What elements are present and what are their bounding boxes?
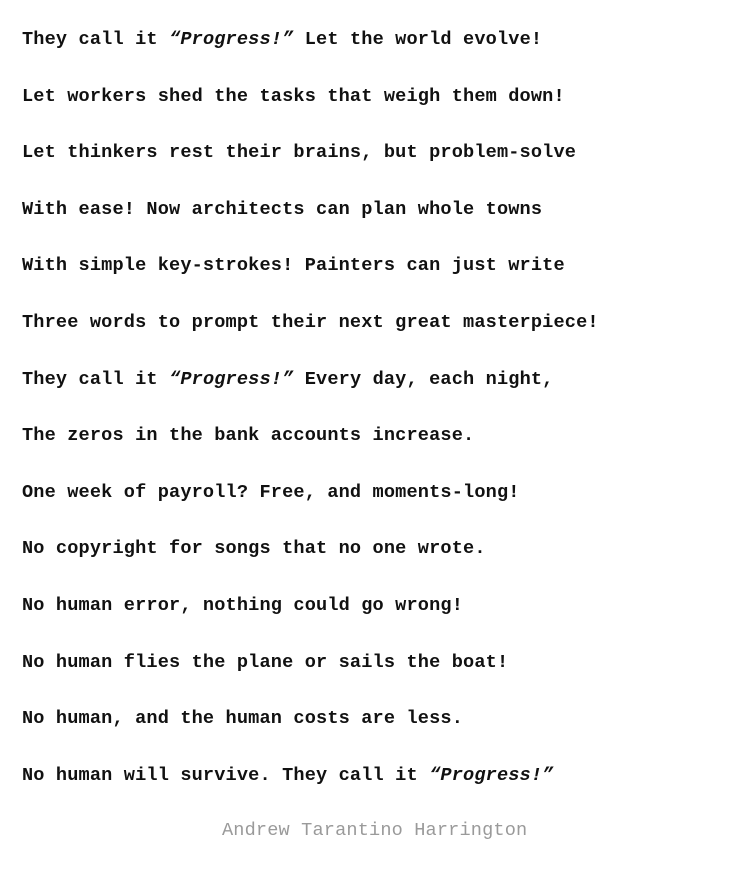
poem-line-text: They call it [22,29,170,50]
poem-line-4 [22,194,742,251]
poem-line-text: Let the world evolve! [293,29,543,50]
poem-line-12 [22,647,742,704]
poem-line-text: No human will survive. They call it [22,764,430,786]
poem-emphasis: “Progress!” [169,29,294,50]
poem-line-text: With ease! Now architects can plan whole towns [22,198,543,220]
poem-line-14 [22,760,742,817]
poem-line-3 [22,137,742,194]
poem-line-text: No human error, nothing could go wrong! [22,594,464,616]
poem-line-text: No human flies the plane or sails the boat! [22,651,509,673]
poem-line-2 [22,81,742,138]
poem-line-6 [22,307,742,364]
poem-line-10 [22,533,742,590]
poem-line-1 [22,24,742,81]
poem-line-text: One week of payroll? Free, and moments-long! [22,481,520,503]
poem-line-5 [22,250,742,307]
poem-line-text: Let workers shed the tasks that weigh them down! [22,85,565,107]
poem-line-text: With simple key-strokes! Painters can just write [22,255,565,277]
poem-line-text: Every day, each night, [293,368,554,390]
poem-line-text: Three words to prompt their next great masterpiece! [22,311,599,333]
poem-line-text: No copyright for songs that no one wrote. [22,538,486,560]
poem-line-7 [22,364,742,421]
poem-emphasis: “Progress!” [429,764,554,786]
poem-line-9 [22,477,742,534]
poem-line-text: The zeros in the bank accounts increase. [22,425,475,447]
poem-line-8 [22,420,742,477]
author-name: Andrew Tarantino Harrington [222,820,528,841]
poem-line-text: Let thinkers rest their brains, but problem-solve [22,142,577,164]
poem-line-13 [22,703,742,760]
poem-line-11 [22,590,742,647]
poem-line-text: No human, and the human costs are less. [22,708,464,730]
poem-emphasis: “Progress!” [169,368,294,390]
poem-line-text: They call it [22,368,170,390]
poem-body [22,24,742,816]
